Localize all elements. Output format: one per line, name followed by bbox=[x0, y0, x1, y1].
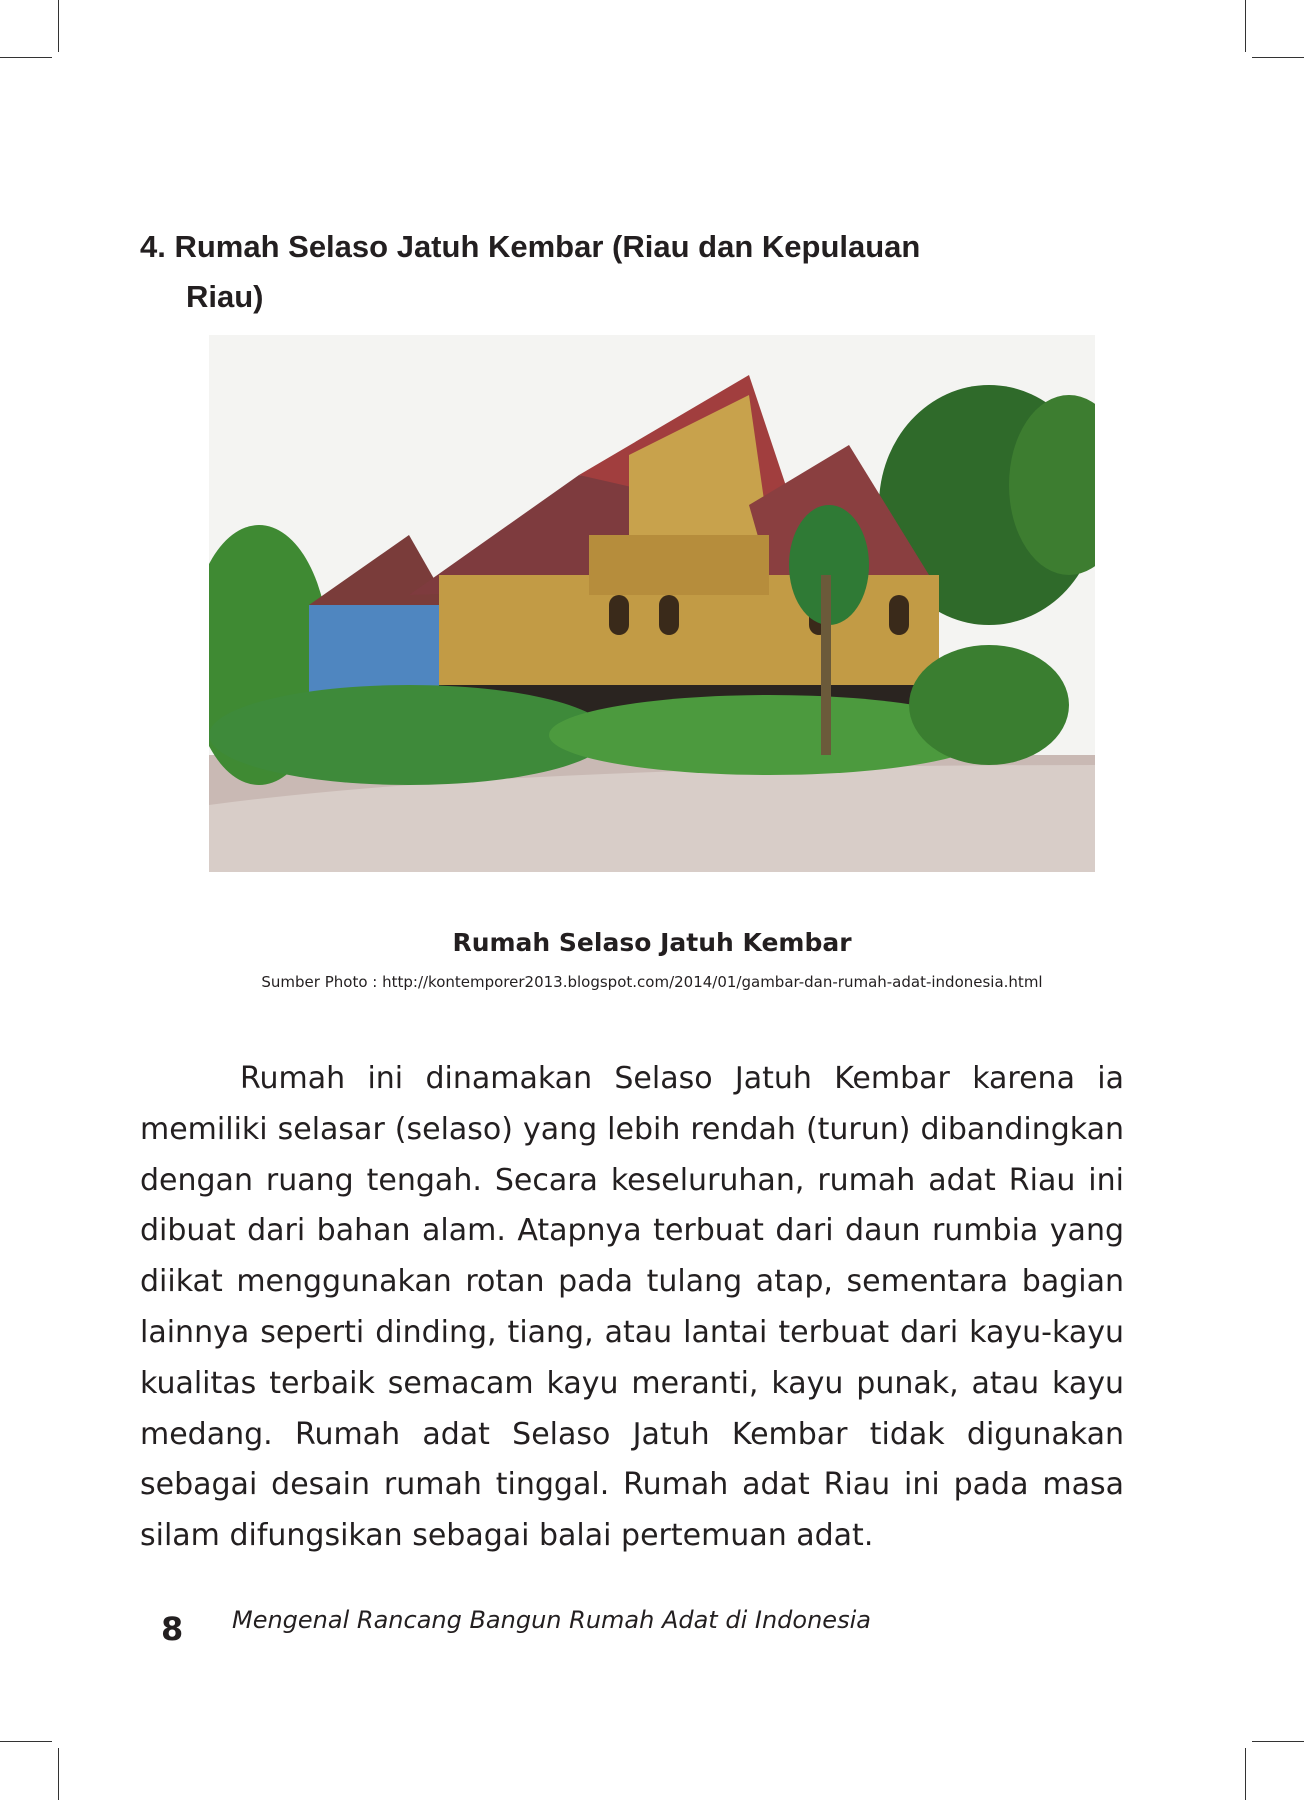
crop-mark bbox=[58, 1748, 59, 1800]
crop-mark bbox=[1252, 57, 1304, 58]
crop-mark bbox=[1252, 1741, 1304, 1742]
heading-line-2: Riau) bbox=[186, 279, 264, 314]
heading-line-1: 4. Rumah Selaso Jatuh Kembar (Riau dan Kepulauan bbox=[140, 229, 921, 264]
crop-mark bbox=[0, 57, 52, 58]
crop-mark bbox=[1245, 0, 1246, 52]
figure-source: Sumber Photo : http://kontemporer2013.blogspot.com/2014/01/gambar-dan-rumah-adat-indonesia.html bbox=[261, 973, 1043, 991]
page-number: 8 bbox=[161, 1610, 184, 1648]
book-title-footer: Mengenal Rancang Bangun Rumah Adat di Indonesia bbox=[232, 1606, 871, 1634]
crop-mark bbox=[1245, 1748, 1246, 1800]
section-heading bbox=[140, 222, 1240, 322]
crop-mark bbox=[58, 0, 59, 52]
house-photo bbox=[209, 335, 1095, 872]
crop-mark bbox=[0, 1741, 52, 1742]
body-paragraph: Rumah ini dinamakan Selaso Jatuh Kembar karena ia memiliki selasar (selaso) yang lebih rendah (turun) dibandingkan dengan ruang tengah. Secara keseluruhan, rumah adat Riau ini dibuat dari bahan alam. Atapnya terbuat dari daun rumbia yang diikat menggunakan rotan pada tulang atap, sementara bagian lainnya seperti dinding, tiang, atau lantai terbuat dari kayu-kayu kualitas terbaik semacam kayu meranti, kayu punak, atau kayu medang. Rumah adat Selaso Jatuh Kembar tidak digunakan sebagai desain rumah tinggal. Rumah adat Riau ini pada masa silam difungsikan sebagai balai pertemuan adat. bbox=[140, 1061, 1124, 1554]
figure-caption: Rumah Selaso Jatuh Kembar bbox=[452, 928, 852, 957]
